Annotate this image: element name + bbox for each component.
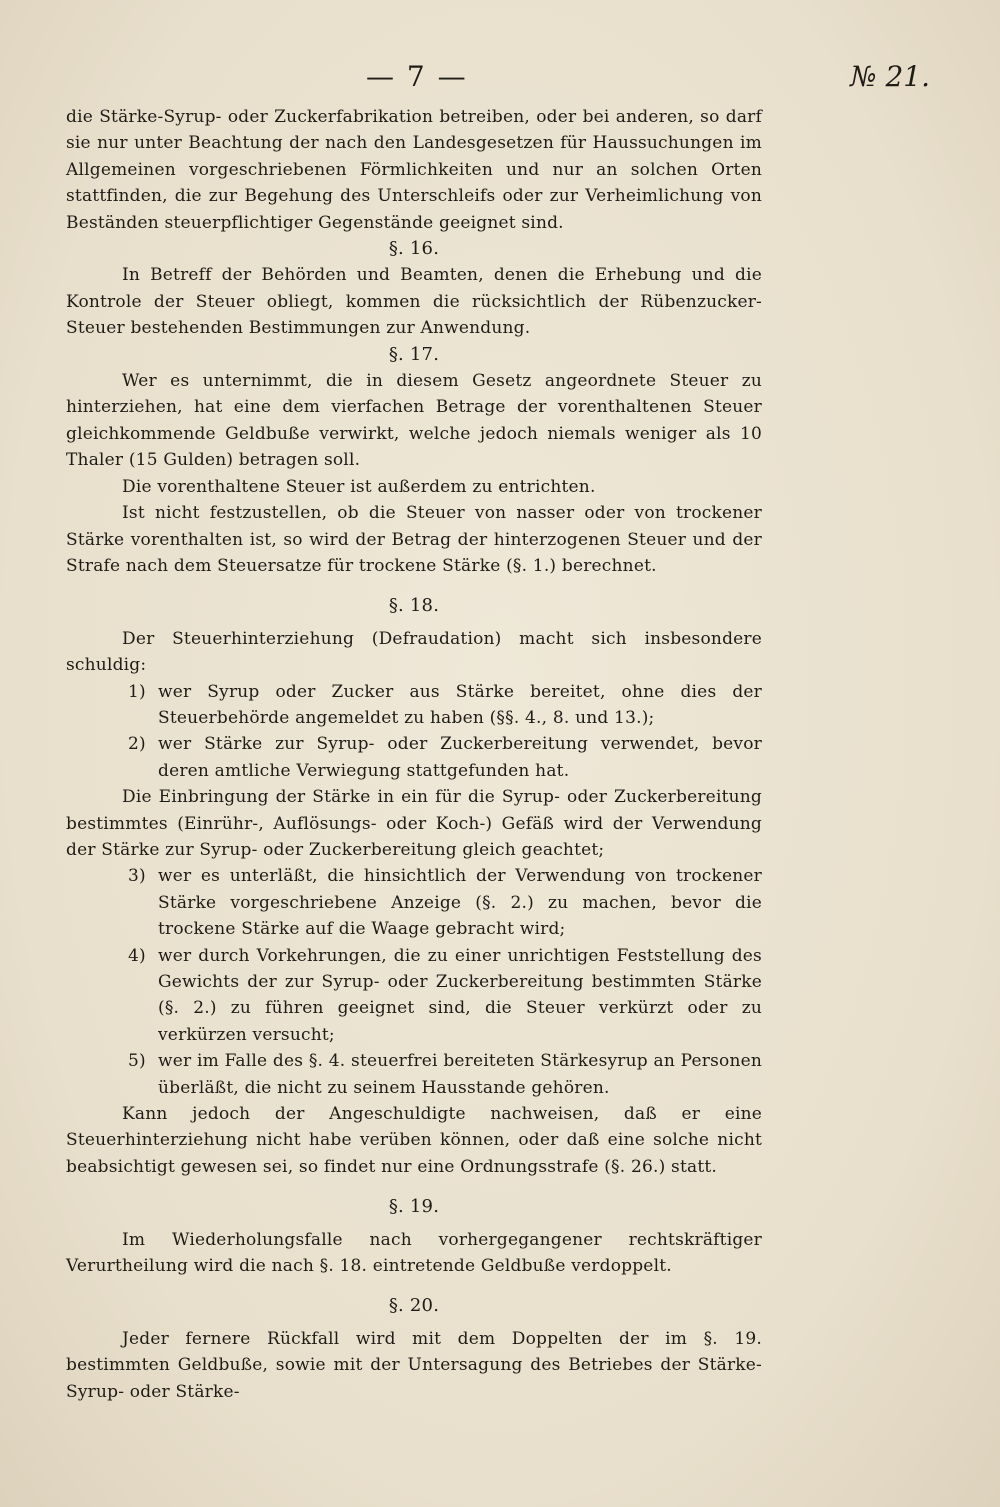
list-item-number: 2) (128, 734, 146, 755)
section-heading-17: §. 17. (388, 343, 440, 365)
list-item (66, 731, 762, 784)
paragraph-20: Jeder fernere Rückfall wird mit dem Doppelten der im §. 19. bestimmten Geldbuße, sowie mit der Untersagung des Betriebes der Stärke-Syrup- oder Stärke- (66, 1328, 762, 1402)
list-item-text: wer Syrup oder Zucker aus Stärke bereitet, ohne dies der Steuerbehörde angemeldet zu haben (§§. 4., 8. und 13.); (158, 681, 762, 728)
list-item-text: wer es unterläßt, die hinsichtlich der Verwendung von trockener Stärke vorgeschriebene Anzeige (§. 2.) zu machen, bevor die trockene Stärke auf die Waage gebracht wird; (158, 866, 762, 940)
paragraph-17-2: Die vorenthaltene Steuer ist außerdem zu entrichten. (122, 476, 596, 497)
paragraph-17-3: Ist nicht festzustellen, ob die Steuer von nasser oder von trockener Stärke vorenthalten ist, so wird der Betrag der hinterzogenen Steuer und der Strafe nach dem Steuersatze für trockene Stärke (§. 1.) berechnet. (66, 503, 762, 576)
list-18-b (66, 863, 762, 1101)
list-item-number: 1) (128, 681, 146, 702)
paragraph-intro: die Stärke-Syrup- oder Zuckerfabrikation betreiben, oder bei anderen, so darf sie nur unter Beachtung der nach den Landesgesetzen für Haussuchungen im Allgemeinen vorgeschriebenen Förmlichkeiten und nur an solchen Orten stattfinden, die zur Begehung des Unterschleifs oder zur Verheimlichung von Beständen steuerpflichtiger Gegenstände geeignet sind. (66, 107, 762, 233)
list-item (66, 679, 762, 732)
page-header (66, 60, 930, 100)
list-item-number: 3) (128, 866, 146, 887)
list-item-text: wer durch Vorkehrungen, die zu einer unrichtigen Feststellung des Gewichts der zur Syrup- oder Zuckerbereitung bestimmten Stärke (§. 2.) zu führen geeignet sind, die Steuer verkürzt oder zu verkürzen versucht; (158, 945, 762, 1045)
paragraph-18-intro: Der Steuerhinterziehung (Defraudation) macht sich insbesondere schuldig: (66, 628, 762, 676)
list-item-number: 4) (128, 945, 146, 966)
page-number: — 7 — (366, 60, 468, 93)
list-item-text: wer im Falle des §. 4. steuerfrei bereiteten Stärkesyrup an Personen überläßt, die nicht zu seinem Hausstande gehören. (158, 1051, 762, 1098)
paragraph-19: Im Wiederholungsfalle nach vorhergegangener rechtskräftiger Verurtheilung wird die nach §. 18. eintretende Geldbuße verdoppelt. (66, 1229, 762, 1277)
document-number: № 21. (850, 60, 930, 93)
body-text (66, 104, 762, 1405)
section-heading-18: §. 18. (388, 595, 440, 617)
paragraph-18-end: Kann jedoch der Angeschuldigte nachweisen, daß er eine Steuerhinterziehung nicht habe verüben können, oder daß eine solche nicht beabsichtigt gewesen sei, so findet nur eine Ordnungsstrafe (§. 26.) statt. (66, 1104, 762, 1177)
section-heading-20: §. 20. (388, 1295, 440, 1317)
list-item-text: wer Stärke zur Syrup- oder Zuckerbereitung verwendet, bevor deren amtliche Verwiegung stattgefunden hat. (158, 734, 762, 781)
list-item-number: 5) (128, 1051, 146, 1072)
list-18-a (66, 679, 762, 785)
list-item (66, 943, 762, 1049)
list-item (66, 863, 762, 942)
section-heading-19: §. 19. (388, 1196, 440, 1218)
paragraph-16: In Betreff der Behörden und Beamten, denen die Erhebung und die Kontrole der Steuer obliegt, kommen die rücksichtlich der Rübenzucker-Steuer bestehenden Bestimmungen zur Anwendung. (66, 265, 762, 339)
section-heading-16: §. 16. (388, 238, 440, 260)
paragraph-18-mid: Die Einbringung der Stärke in ein für die Syrup- oder Zuckerbereitung bestimmtes (Einrühr-, Auflösungs- oder Koch-) Gefäß wird der Verwendung der Stärke zur Syrup- oder Zuckerbereitung gleich geachtet; (66, 787, 762, 860)
list-item (66, 1048, 762, 1101)
paragraph-17-1: Wer es unternimmt, die in diesem Gesetz angeordnete Steuer zu hinterziehen, hat eine dem vierfachen Betrage der vorenthaltenen Steuer gleichkommende Geldbuße verwirkt, welche jedoch niemals weniger als 10 Thaler (15 Gulden) betragen soll. (66, 371, 762, 471)
